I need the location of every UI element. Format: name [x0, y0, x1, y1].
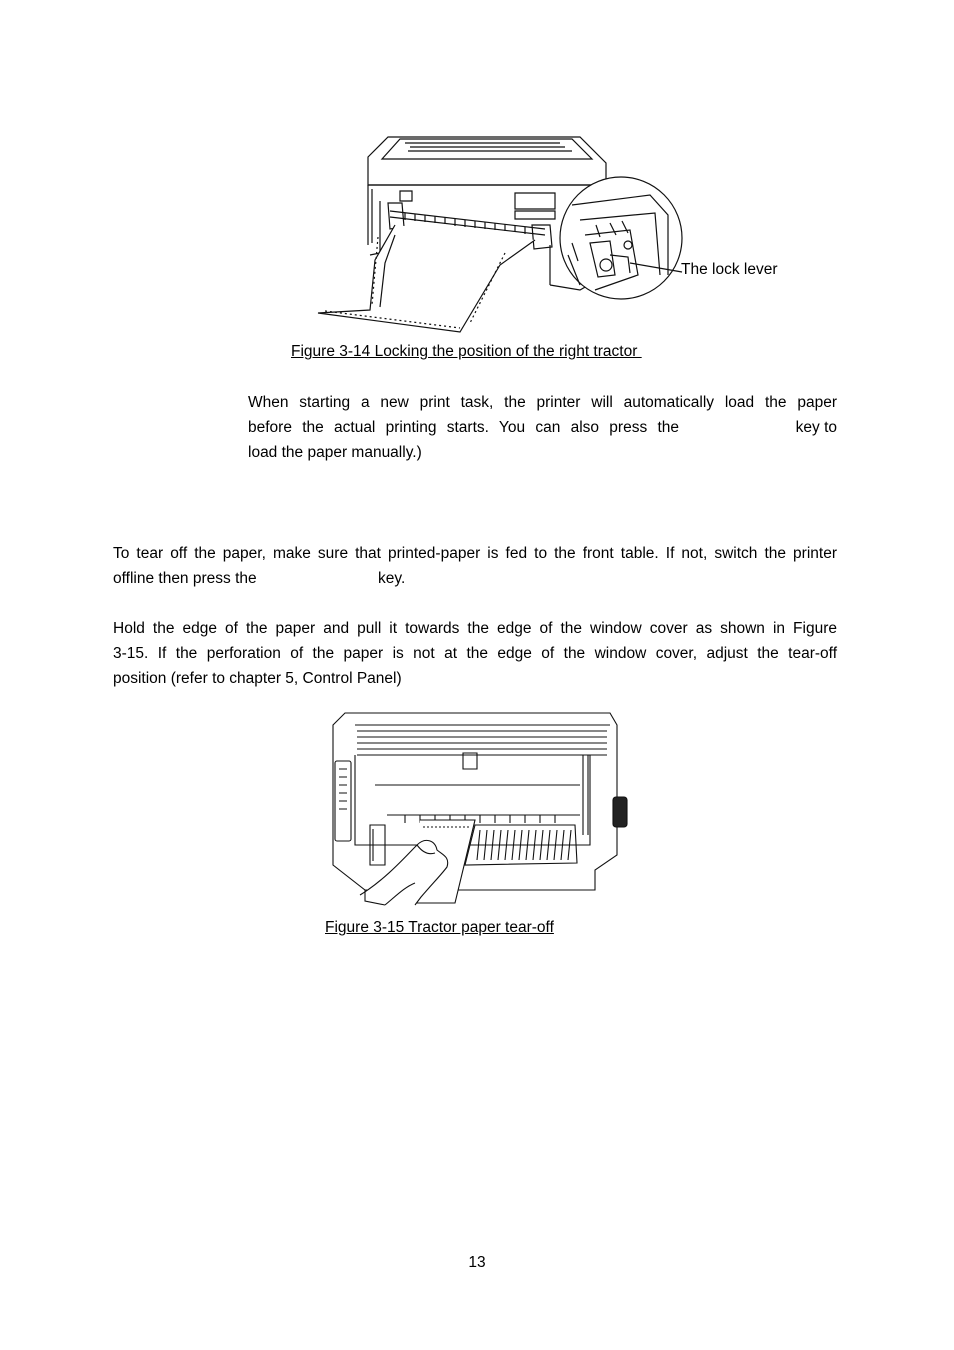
- figure-3-14-caption: Figure 3-14 Locking the position of the right tractor: [291, 343, 642, 360]
- paragraph-line: position (refer to chapter 5, Control Panel): [113, 670, 402, 687]
- figure-3-14: [310, 125, 800, 340]
- paragraph-line-part: before the actual printing starts. You can also press the: [248, 419, 679, 436]
- paragraph-line-with-key: [113, 566, 837, 591]
- paragraph-line-with-key: [248, 415, 837, 440]
- paragraph-line: Hold the edge of the paper and pull it towards the edge of the window cover as shown in Figure: [113, 620, 837, 637]
- tear-off-illustration: [325, 705, 635, 910]
- page-number: 13: [468, 1254, 486, 1271]
- paragraph-tear-off: [113, 541, 837, 591]
- paragraph-line: When starting a new print task, the printer will automatically load the paper: [248, 394, 837, 411]
- callout-label-lock-lever: The lock lever: [681, 261, 778, 278]
- paragraph-line-part: key to: [795, 419, 837, 436]
- paragraph-hold-edge: [113, 616, 837, 691]
- paragraph-line-part: offline then press the: [113, 570, 257, 587]
- paragraph-line: load the paper manually.): [248, 444, 422, 461]
- paragraph-line: To tear off the paper, make sure that printed-paper is fed to the front table. If not, switch the printer: [113, 545, 837, 562]
- figure-3-15-caption: Figure 3-15 Tractor paper tear-off: [325, 919, 554, 936]
- figure-3-15: [325, 705, 635, 910]
- printer-tractor-illustration: [310, 125, 800, 340]
- paragraph-auto-load: [248, 390, 837, 465]
- paragraph-line: 3-15. If the perforation of the paper is not at the edge of the window cover, adjust the tear-off: [113, 645, 837, 662]
- paragraph-line-part: key.: [378, 570, 406, 587]
